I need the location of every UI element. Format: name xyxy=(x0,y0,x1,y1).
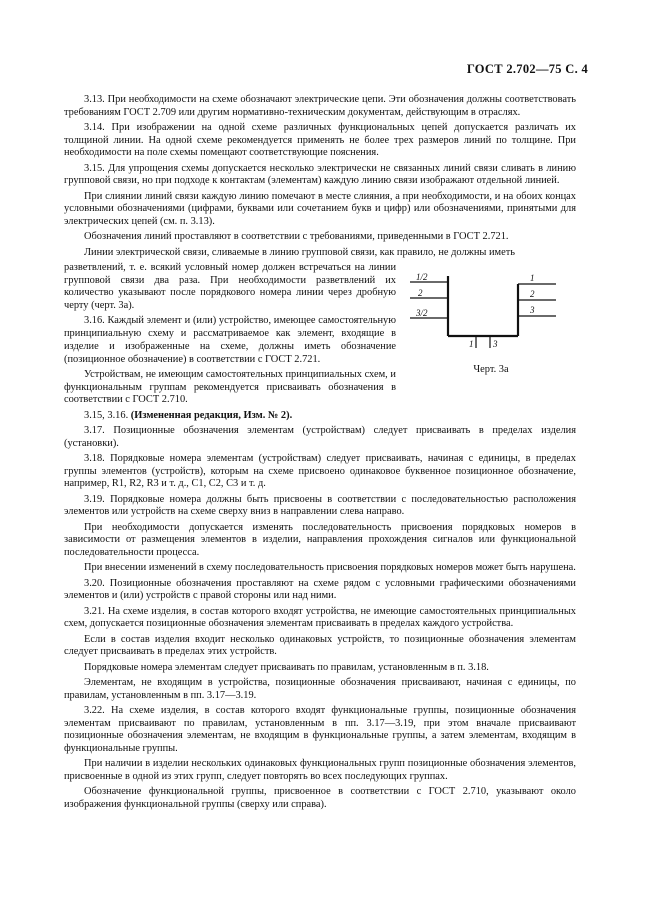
paragraph: 3.13. При необходимости на схеме обозначают электрические цепи. Эти обозначения должны соответствовать требованиям ГОСТ 2.709 или другим нормативно-техническим документам, действующим в отраслях. xyxy=(64,94,576,118)
paragraph: Если в состав изделия входит несколько одинаковых устройств, то позиционные обозначения элементам следует присваивать в пределах этих устройств. xyxy=(64,633,576,658)
amendment-note xyxy=(64,410,576,423)
paragraph: 3.18. Порядковые номера элементам (устройствам) следует присваивать, начиная с единицы, в пределах группы элементов (устройств), которым на схеме присвоено одинаковое буквенное позиционное обозначение, например, R1, R2, R3 и т. д., C1, C2, C3 и т. д. xyxy=(64,452,576,490)
float-text-column xyxy=(64,262,396,410)
paragraph: 3.16. Каждый элемент и (или) устройство, имеющее самостоятельную принципиальную схему и рассматриваемое как элемент, входящие в изделие и изображенные на схеме, должны иметь обозначение (позиционное обозначение) в соответствии с ГОСТ 2.721. xyxy=(64,315,396,365)
label-bottom-3: 3 xyxy=(493,339,498,349)
paragraph: 3.21. На схеме изделия, в состав которого входят устройства, не имеющие самостоятельных принципиальных схем, допускается позиционные обозначения элементам присваивать в пределах каждого устройства. xyxy=(64,605,576,630)
label-left-3: 3/2 xyxy=(416,308,428,318)
text-with-figure xyxy=(64,262,576,410)
paragraph: 3.20. Позиционные обозначения проставляют на схеме рядом с условными графическими обозначениями элементов и (или) устройств с правой стороны или над ними. xyxy=(64,577,576,602)
paragraph: При необходимости допускается изменять последовательность присвоения порядковых номеров в зависимости от размещения элементов в изделии, направления прохождения сигналов или функциональной последовательности процесса. xyxy=(64,521,576,558)
figure-caption: Черт. 3а xyxy=(473,364,509,375)
paragraph: 3.15. Для упрощения схемы допускается несколько электрически не связанных линий связи сливать в линию групповой связи, но при подходе к контактам (элементам) каждую линию связи изображают отдельной линией. xyxy=(64,162,576,187)
paragraph: Элементам, не входящим в устройства, позиционные обозначения присваивают, начиная с единицы, по правилам, установленным в пп. 3.17—3.19. xyxy=(64,676,576,701)
amendment-text: (Измененная редакция, Изм. № 2). xyxy=(130,409,293,421)
page-header: ГОСТ 2.702—75 С. 4 xyxy=(466,62,588,76)
paragraph: Обозначение функциональной группы, присвоенное в соответствии с ГОСТ 2.710, указывают около изображения функциональной группы (сверху или справа). xyxy=(64,786,576,810)
label-right-1: 1 xyxy=(530,273,535,283)
paragraph: Порядковые номера элементам следует присваивать по правилам, установленным в п. 3.18. xyxy=(84,661,489,673)
paragraph: Обозначения линий проставляют в соответствии с требованиями, приведенными в ГОСТ 2.721. xyxy=(84,231,509,243)
paragraph: При слиянии линий связи каждую линию помечают в месте слияния, а при необходимости, и на обоих концах условными обозначениями (цифрами, буквами или сочетанием букв и цифр) или обозначениями, принятыми для электрических цепей (см. п. 3.13). xyxy=(64,190,576,228)
paragraph: При внесении изменений в схему последовательность присвоения порядковых номеров может быть нарушена. xyxy=(84,562,576,574)
paragraph: Устройствам, не имеющим самостоятельных принципиальных схем, и функциональным группам рекомендуется присваивать обозначения в соответствии с ГОСТ 2.710. xyxy=(64,368,396,406)
paragraph: разветвлений, т. е. всякий условный номер должен встречаться на линии групповой связи два раза. При необходимости разветвлений их количество указывают после порядкового номера линии через дробную черту (черт. 3а). xyxy=(64,262,396,312)
label-left-1: 1/2 xyxy=(416,272,428,282)
paragraph: 3.14. При изображении на одной схеме различных функциональных цепей допускается различать их толщиной линии. На одной схеме рекомендуется применять не более трех размеров линий по толщине. При необходимости на поле схемы помещают соответствующие пояснения. xyxy=(64,122,576,159)
document-body xyxy=(64,94,576,814)
paragraph: 3.19. Порядковые номера должны быть присвоены в соответствии с последовательностью расположения элементов или устройств на схеме сверху вниз в направлении слева направо. xyxy=(64,493,576,518)
label-right-2: 2 xyxy=(530,289,535,299)
paragraph: 3.17. Позиционные обозначения элементам (устройствам) следует присваивать в пределах изделия (установки). xyxy=(64,424,576,449)
label-left-2: 2 xyxy=(418,288,423,298)
paragraph: При наличии в изделии нескольких одинаковых функциональных групп позиционные обозначения элементов, присвоенные в одной из этих групп, следует повторять во всех последующих группах. xyxy=(64,758,576,782)
amendment-refs: 3.15, 3.16. xyxy=(84,409,129,421)
group-line-diagram xyxy=(406,270,576,350)
label-right-3: 3 xyxy=(530,305,535,315)
paragraph: 3.22. На схеме изделия, в состав которого входят функциональные группы, позиционные обозначения элементам присваивают по правилам, установленным в пп. 3.17—3.19, при этом вначале присваивают позиционные обозначения элементам, не входящим в функциональные группы, а затем элементам, входящим в функциональные группы. xyxy=(64,704,576,754)
label-bottom-1: 1 xyxy=(469,339,474,349)
figure-3a xyxy=(406,270,576,410)
paragraph: Линии электрической связи, сливаемые в линию групповой связи, как правило, не должны иметь xyxy=(84,246,515,258)
